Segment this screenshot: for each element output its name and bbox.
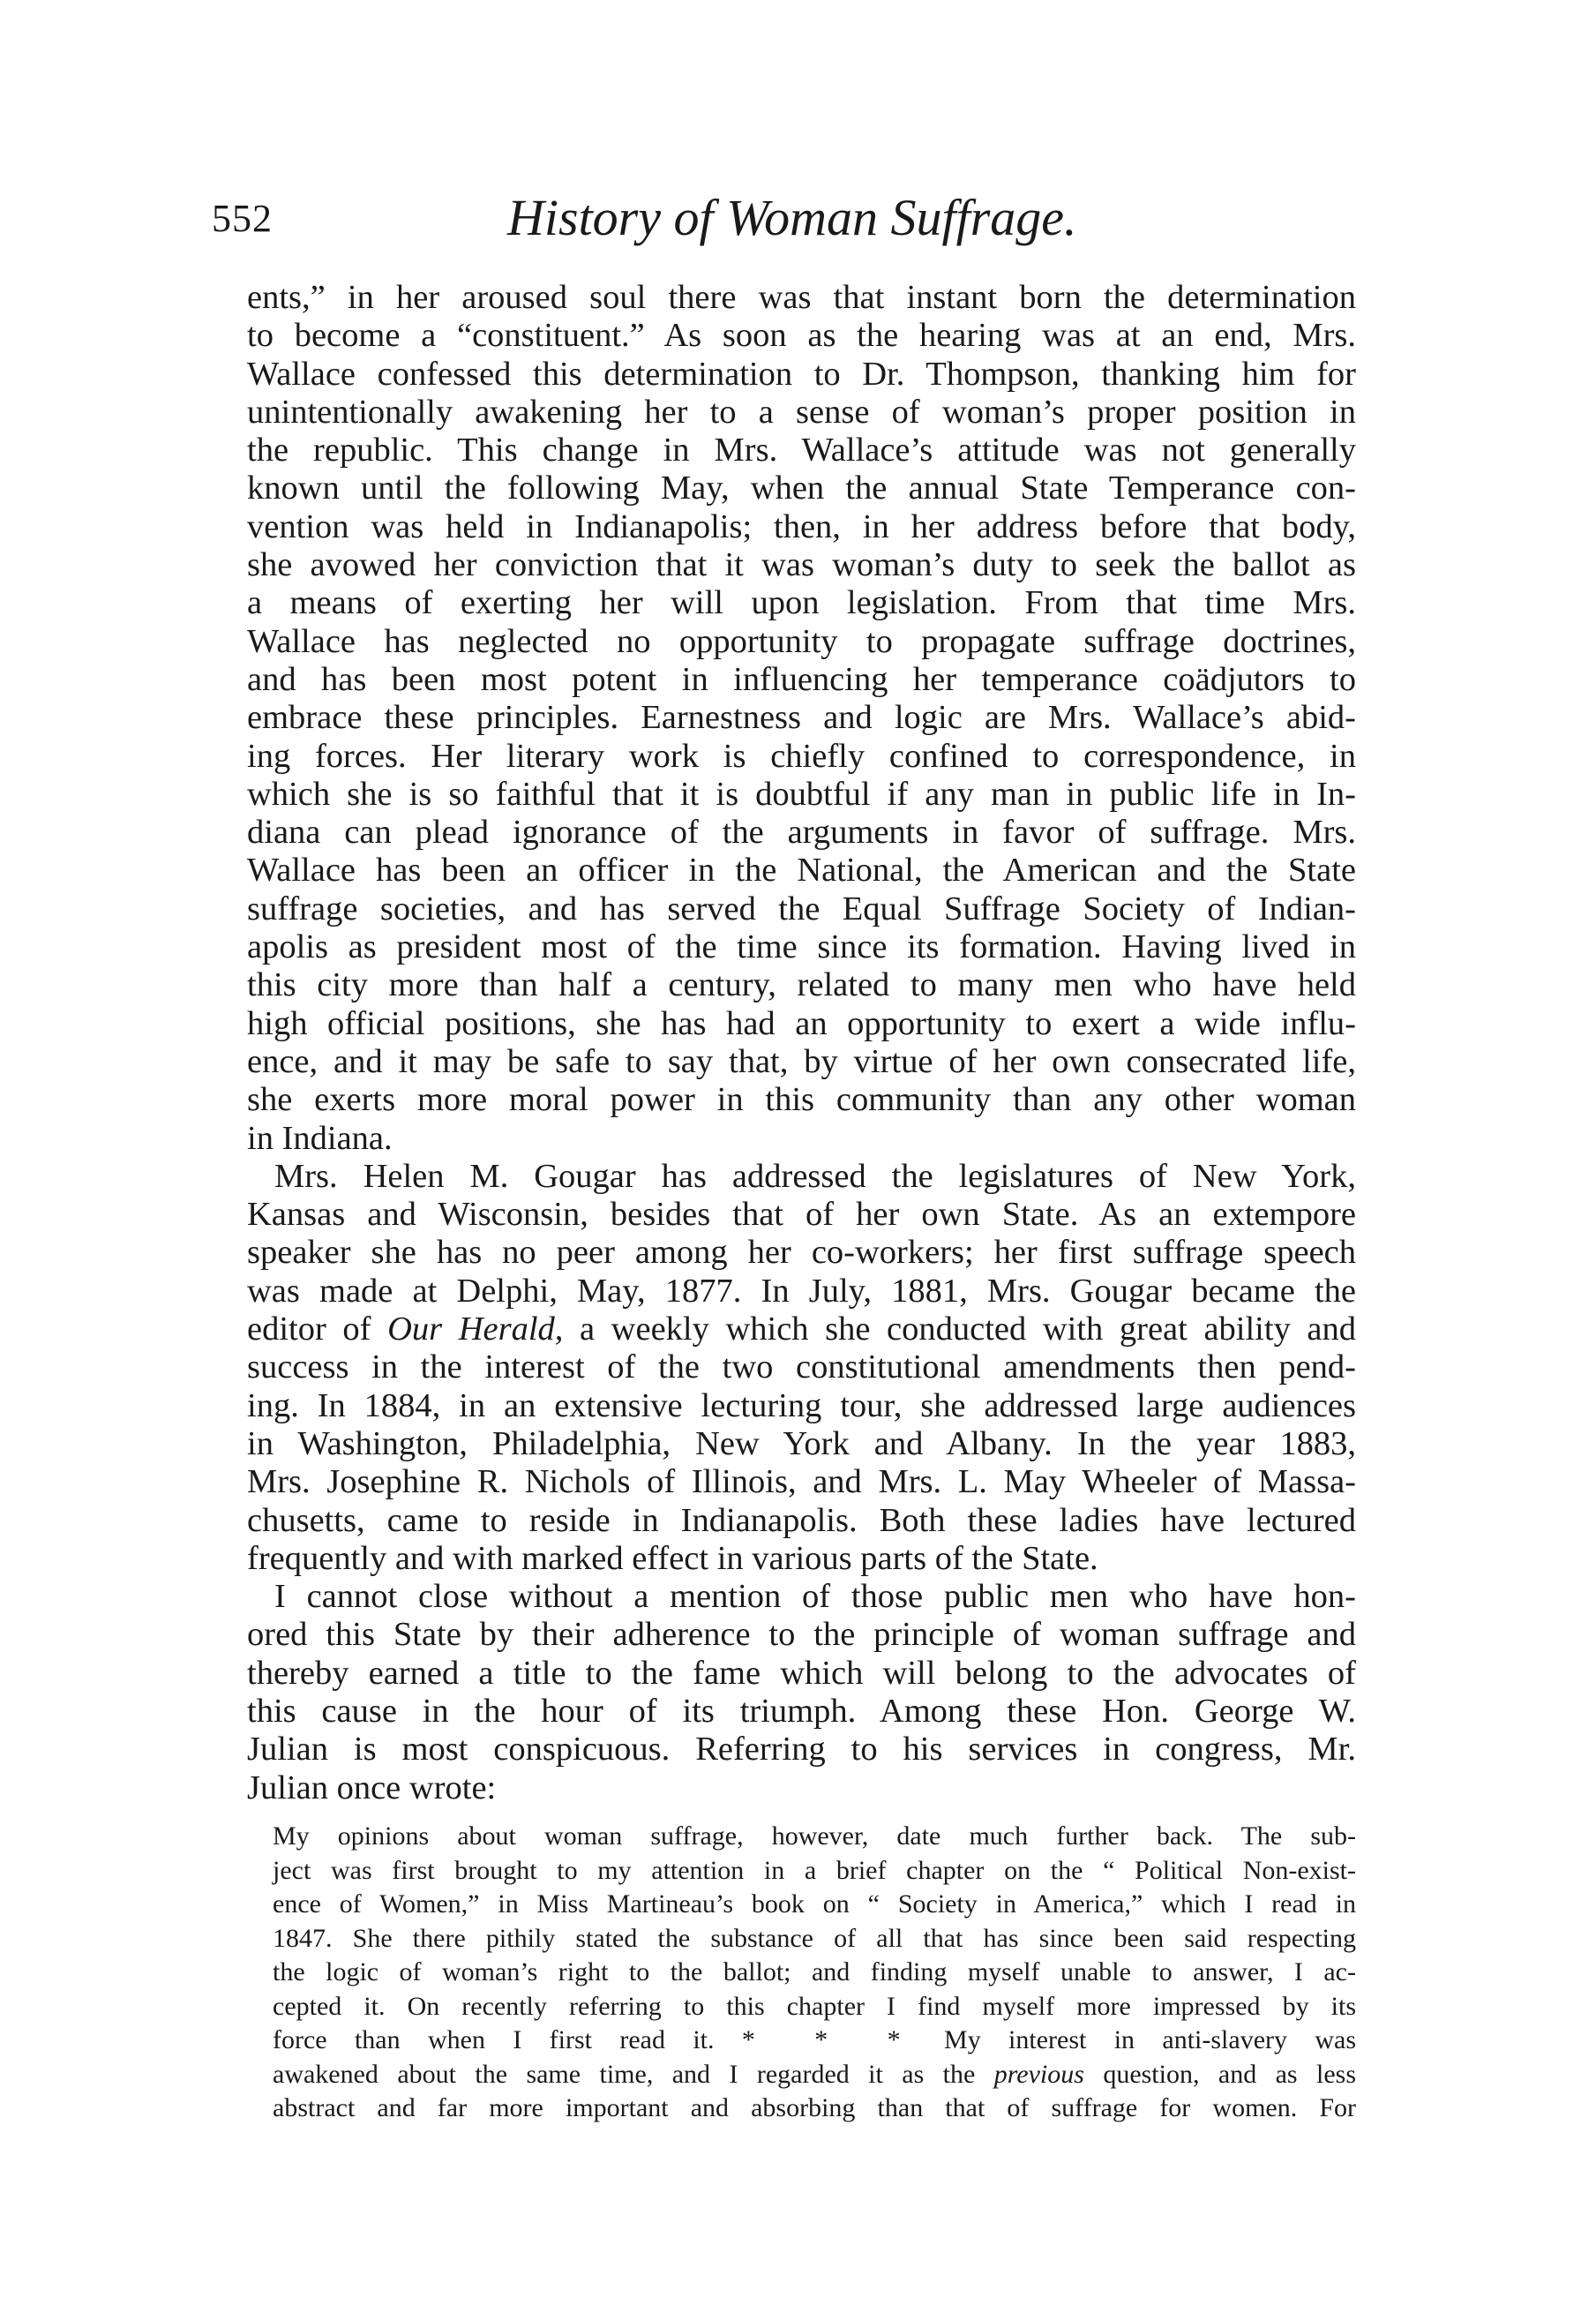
text-line: thereby earned a title to the fame which will belong to the advocates of [247,1654,1356,1692]
text-line: high official positions, she has had an opportunity to exert a wide influ- [247,1004,1356,1042]
paragraph-2 [247,1158,1356,1578]
ellipsis-stars: * * * [741,2025,917,2054]
text-line: this cause in the hour of its triumph. Among these Hon. George W. [247,1692,1356,1730]
text-line: which she is so faithful that it is doubtful if any man in public life in In- [247,775,1356,813]
text-line: ence, and it may be safe to say that, by virtue of her own consecrated life, [247,1042,1356,1080]
running-title: History of Woman Suffrage. [507,189,1077,246]
text-line: known until the following May, when the annual State Temperance con- [247,469,1356,507]
text-line: the republic. This change in Mrs. Wallace’s attitude was not generally [247,432,1356,469]
text-line: Julian is most conspicuous. Referring to his services in congress, Mr. [247,1731,1356,1769]
text-line: this city more than half a century, related to many men who have held [247,966,1356,1004]
quote-line-with-italic [273,2058,1356,2092]
quote-line: abstract and far more important and absorbing than that of suffrage for women. For [273,2093,1356,2122]
text-line: ents,” in her aroused soul there was that instant born the determination [247,279,1356,316]
text-line: Julian once wrote: [247,1769,497,1806]
text-line: apolis as president most of the time since its formation. Having lived in [247,928,1356,966]
text-line: speaker she has no peer among her co-workers; her first suffrage speech [247,1234,1356,1272]
quote-line: cepted it. On recently referring to this chapter I find myself more impressed by its [273,1991,1356,2021]
quote-line-end: My interest in anti-slavery was [944,2025,1357,2054]
quote-line: ject was first brought to my attention in a brief chapter on the “ Political Non-exist- [273,1855,1356,1885]
text-line: Wallace has neglected no opportunity to propagate suffrage doctrines, [247,622,1356,660]
text-line: vention was held in Indianapolis; then, in her address before that body, [247,507,1356,545]
periodical-title: Our Herald, [387,1310,564,1348]
quote-line: My opinions about woman suffrage, however, date much further back. The sub- [273,1821,1356,1851]
text-line: ing forces. Her literary work is chiefly confined to correspondence, in [247,737,1356,775]
text-line: Mrs. Josephine R. Nichols of Illinois, and Mrs. L. May Wheeler of Massa- [247,1463,1356,1501]
text-line: frequently and with marked effect in various parts of the State. [247,1539,1098,1577]
text-line: Wallace has been an officer in the National, the American and the State [247,852,1356,890]
quote-line-end: question, and as less [1083,2059,1356,2089]
text-line: was made at Delphi, May, 1877. In July, 1881, Mrs. Gougar became the [247,1272,1356,1310]
text-line: diana can plead ignorance of the arguments in favor of suffrage. Mrs. [247,814,1356,852]
quote-line-start: awakened about the same time, and I regarded it as the [273,2059,994,2089]
text-line: suffrage societies, and has served the Equal Suffrage Society of Indian- [247,890,1356,927]
line-end: a weekly which she conducted with great ability and [563,1310,1356,1348]
body-text [247,279,1356,1807]
quote-line: 1847. She there pithily stated the substance of all that has since been said respecting [273,1923,1356,1953]
text-line: she exerts more moral power in this community than any other woman [247,1081,1356,1119]
text-line: embrace these principles. Earnestness and logic are Mrs. Wallace’s abid- [247,699,1356,737]
text-line: to become a “constituent.” As soon as the hearing was at an end, Mrs. [247,317,1356,355]
text-line: ing. In 1884, in an extensive lecturing tour, she addressed large audiences [247,1386,1356,1424]
text-line: chusetts, came to reside in Indianapolis. Both these ladies have lectured [247,1501,1356,1539]
text-line: Mrs. Helen M. Gougar has addressed the legislatures of New York, [274,1157,1356,1195]
text-line: a means of exerting her will upon legislation. From that time Mrs. [247,584,1356,622]
text-line: in Washington, Philadelphia, New York and Albany. In the year 1883, [247,1424,1356,1462]
text-line: unintentionally awakening her to a sense of woman’s proper position in [247,393,1356,431]
quote-line: the logic of woman’s right to the ballot; and finding myself unable to answer, I ac- [273,1957,1356,1986]
paragraph-3 [247,1578,1356,1807]
block-quotation [273,1820,1356,2126]
paragraph-1 [247,279,1356,1158]
running-head [212,189,1385,272]
text-line: success in the interest of the two constitutional amendments then pend- [247,1348,1356,1386]
text-line: Kansas and Wisconsin, besides that of her own State. As an extempore [247,1196,1356,1234]
text-line: Wallace confessed this determination to Dr. Thompson, thanking him for [247,355,1356,393]
text-line: and has been most potent in influencing her temperance coädjutors to [247,660,1356,698]
text-line: I cannot close without a mention of those public men who have hon- [274,1578,1356,1616]
page-number: 552 [212,197,273,240]
text-line: she avowed her conviction that it was woman’s duty to seek the ballot as [247,546,1356,584]
quote-line: ence of Women,” in Miss Martineau’s book on “ Society in America,” which I read in [273,1889,1356,1919]
text-line-with-title [247,1310,1356,1348]
quote-line-start: force than when I first read it. [273,2025,715,2054]
italic-word: previous [993,2059,1084,2089]
text-line: ored this State by their adherence to the principle of woman suffrage and [247,1616,1356,1654]
quote-line-with-ellipsis [273,2024,1356,2058]
line-start: editor of [247,1310,388,1348]
text-line: in Indiana. [247,1119,393,1157]
